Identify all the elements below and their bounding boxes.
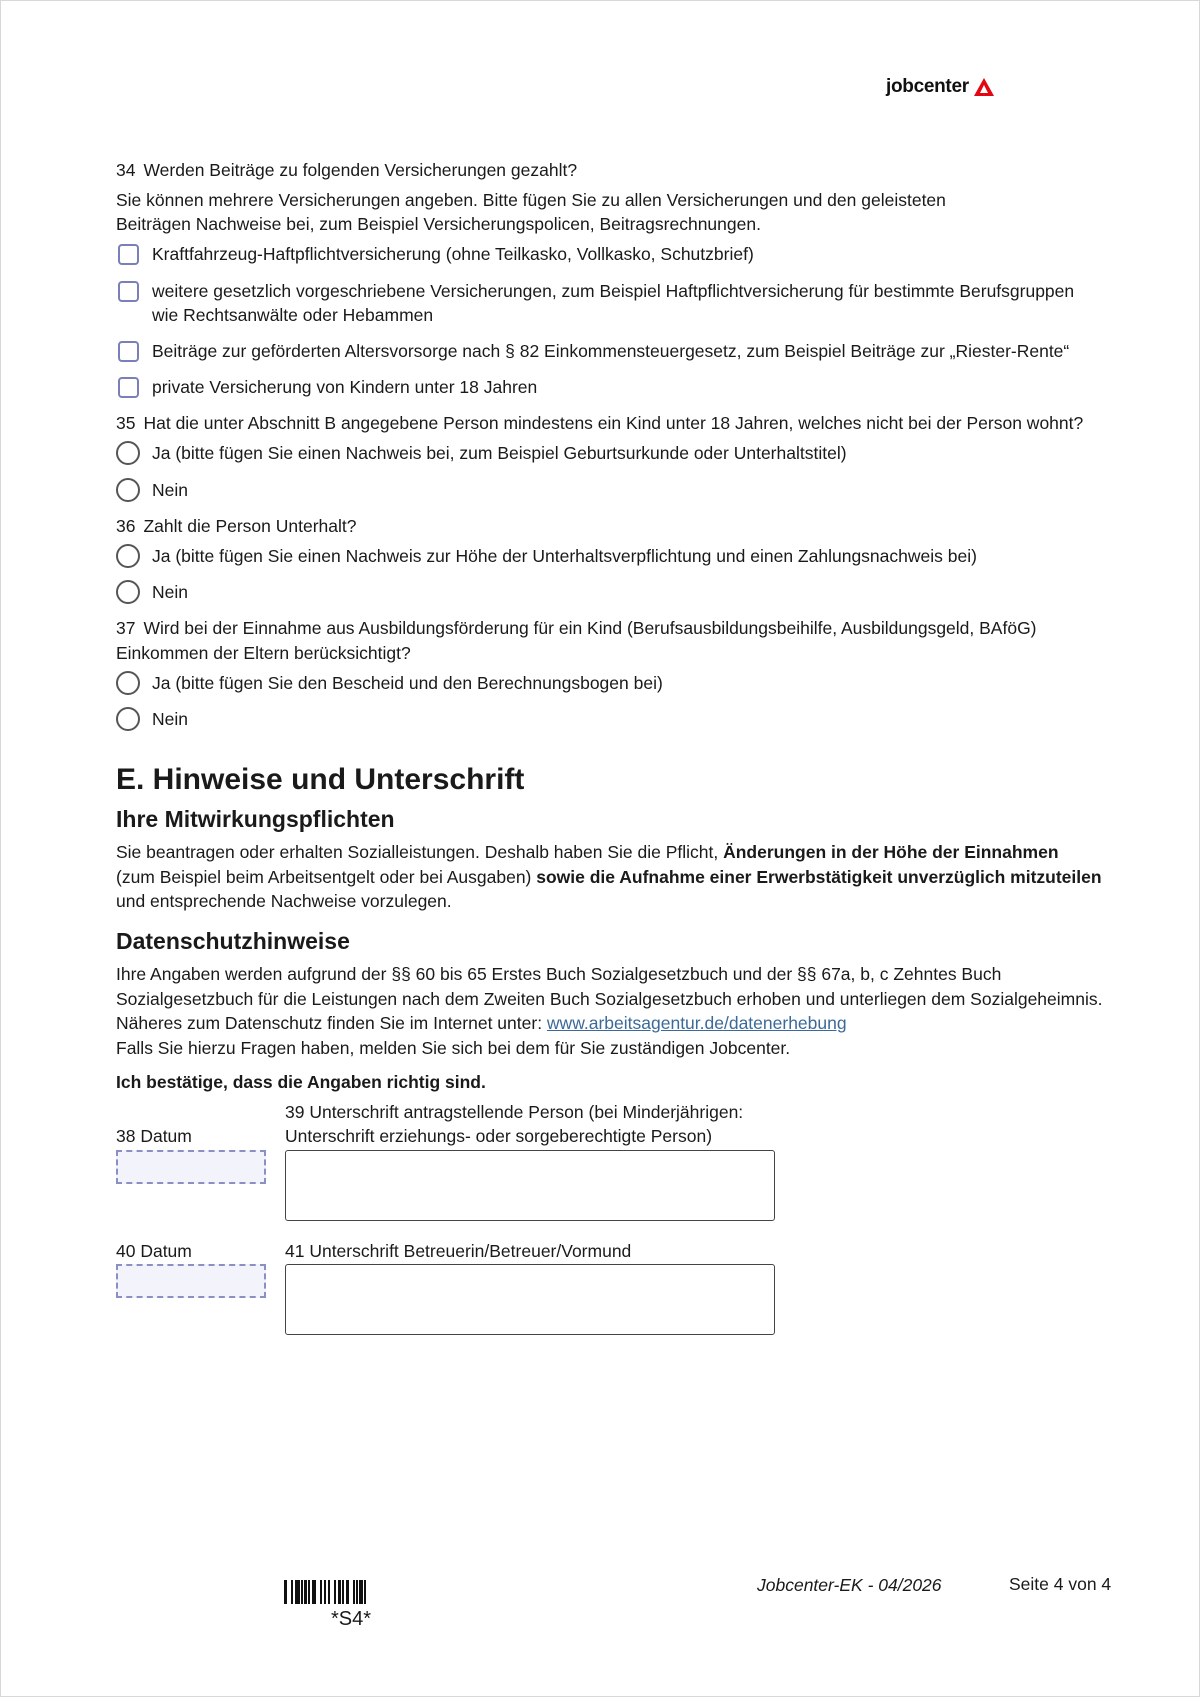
signature-field-41[interactable]: [285, 1264, 775, 1335]
mitwirkung-heading: Ihre Mitwirkungspflichten: [116, 806, 395, 832]
section-e-title: E. Hinweise und Unterschrift: [116, 763, 525, 796]
question-34-hint-2: Beiträgen Nachweise bei, zum Beispiel Versicherungspolicen, Beitragsrechnungen.: [116, 214, 761, 234]
question-number: 34: [116, 160, 136, 180]
radio-q37-nein[interactable]: [116, 707, 140, 731]
question-number: 35: [116, 413, 136, 433]
mitwirkung-paragraph: [116, 840, 1102, 914]
mitwirkung-bold: Änderungen in der Höhe der Einnahmen: [723, 842, 1059, 862]
question-34: [116, 160, 577, 181]
barcode-text: *S4*: [331, 1608, 372, 1630]
mitwirkung-text: (zum Beispiel beim Arbeitsentgelt oder bei Ausgaben): [116, 866, 537, 887]
option-label: Ja (bitte fügen Sie einen Nachweis zur Höhe der Unterhaltsverpflichtung und einen Zahlungsnachweis bei): [152, 546, 977, 566]
date-input-38[interactable]: [116, 1150, 266, 1184]
datenschutz-paragraph: [116, 962, 1102, 1060]
option-label: private Versicherung von Kindern unter 18 Jahren: [152, 377, 538, 397]
logo-text: jobcenter: [886, 76, 969, 97]
option-label: Ja (bitte fügen Sie den Bescheid und den Berechnungsbogen bei): [152, 673, 663, 693]
question-text: Zahlt die Person Unterhalt?: [143, 516, 357, 536]
datenschutz-text: Näheres zum Datenschutz finden Sie im Internet unter:: [116, 1013, 547, 1033]
field-38-label: 38 Datum: [116, 1126, 192, 1146]
field-40-label: 40 Datum: [116, 1241, 192, 1261]
option-label-continued: wie Rechtsanwälte oder Hebammen: [152, 305, 434, 325]
question-34-hint-1: Sie können mehrere Versicherungen angeben. Bitte fügen Sie zu allen Versicherungen und den geleisteten: [116, 190, 946, 210]
option-label: Nein: [152, 582, 188, 602]
question-number: 36: [116, 516, 136, 536]
question-text: Werden Beiträge zu folgenden Versicherungen gezahlt?: [143, 160, 578, 180]
option-label: Nein: [152, 480, 188, 500]
page-number: Seite 4 von 4: [1009, 1574, 1112, 1594]
mitwirkung-bold: sowie die Aufnahme einer Erwerbstätigkeit unverzüglich mitzuteilen: [536, 866, 1102, 887]
field-39-label-1: 39 Unterschrift antragstellende Person (bei Minderjährigen:: [285, 1102, 744, 1122]
question-text: Wird bei der Einnahme aus Ausbildungsförderung für ein Kind (Berufsausbildungsbeihilfe, Ausbildungsgeld, BAföG): [143, 618, 1037, 638]
arrow-logo-icon: [973, 77, 995, 97]
radio-q37-ja[interactable]: [116, 671, 140, 695]
option-label: Ja (bitte fügen Sie einen Nachweis bei, zum Beispiel Geburtsurkunde oder Unterhaltstitel): [152, 443, 847, 463]
datenschutz-text: Falls Sie hierzu Fragen haben, melden Sie sich bei dem für Sie zuständigen Jobcenter.: [116, 1037, 791, 1058]
checkbox-kfz-haftpflicht[interactable]: [118, 244, 139, 265]
option-label: Beiträge zur geförderten Altersvorsorge nach § 82 Einkommensteuergesetz, zum Beispiel Beiträge zur „Riester-Rente“: [152, 341, 1070, 361]
barcode: [284, 1580, 366, 1604]
question-number: 37: [116, 618, 136, 638]
question-37-line-2: Einkommen der Eltern berücksichtigt?: [116, 643, 411, 663]
form-id: Jobcenter-EK - 04/2026: [757, 1575, 942, 1595]
datenschutz-heading: Datenschutzhinweise: [116, 928, 350, 954]
field-39-label-2: Unterschrift erziehungs- oder sorgeberechtigte Person): [285, 1126, 713, 1146]
option-label: weitere gesetzlich vorgeschriebene Versicherungen, zum Beispiel Haftpflichtversicherung für bestimmte Berufsgruppen: [152, 281, 1075, 301]
datenschutz-text: Ihre Angaben werden aufgrund der §§ 60 bis 65 Erstes Buch Sozialgesetzbuch und der §§ 67a, b, c Zehntes Buch: [116, 964, 1002, 984]
radio-q35-nein[interactable]: [116, 478, 140, 502]
radio-q36-nein[interactable]: [116, 580, 140, 604]
question-37: [116, 618, 1037, 639]
question-35: [116, 413, 1083, 434]
question-36: [116, 516, 357, 537]
checkbox-weitere-versicherungen[interactable]: [118, 281, 139, 302]
checkbox-altersvorsorge[interactable]: [118, 341, 139, 362]
question-text: Hat die unter Abschnitt B angegebene Person mindestens ein Kind unter 18 Jahren, welches nicht bei der Person wohnt?: [143, 413, 1084, 433]
datenschutz-text: Sozialgesetzbuch für die Leistungen nach dem Zweiten Buch Sozialgesetzbuch erhoben und unterliegen dem Sozialgeheimnis.: [116, 988, 1103, 1009]
checkbox-private-versicherung-kinder[interactable]: [118, 377, 139, 398]
confirmation-text: Ich bestätige, dass die Angaben richtig sind.: [116, 1072, 486, 1092]
option-label: Nein: [152, 709, 188, 729]
datenerhebung-link[interactable]: www.arbeitsagentur.de/datenerhebung: [546, 1013, 847, 1033]
signature-field-39[interactable]: [285, 1150, 775, 1221]
option-label: Kraftfahrzeug-Haftpflichtversicherung (ohne Teilkasko, Vollkasko, Schutzbrief): [152, 244, 754, 264]
jobcenter-logo: [886, 76, 995, 98]
radio-q35-ja[interactable]: [116, 441, 140, 465]
field-41-label: 41 Unterschrift Betreuerin/Betreuer/Vormund: [285, 1241, 632, 1261]
date-input-40[interactable]: [116, 1264, 266, 1298]
mitwirkung-text: Sie beantragen oder erhalten Sozialleistungen. Deshalb haben Sie die Pflicht,: [116, 842, 724, 862]
mitwirkung-text: und entsprechende Nachweise vorzulegen.: [116, 891, 452, 911]
radio-q36-ja[interactable]: [116, 544, 140, 568]
